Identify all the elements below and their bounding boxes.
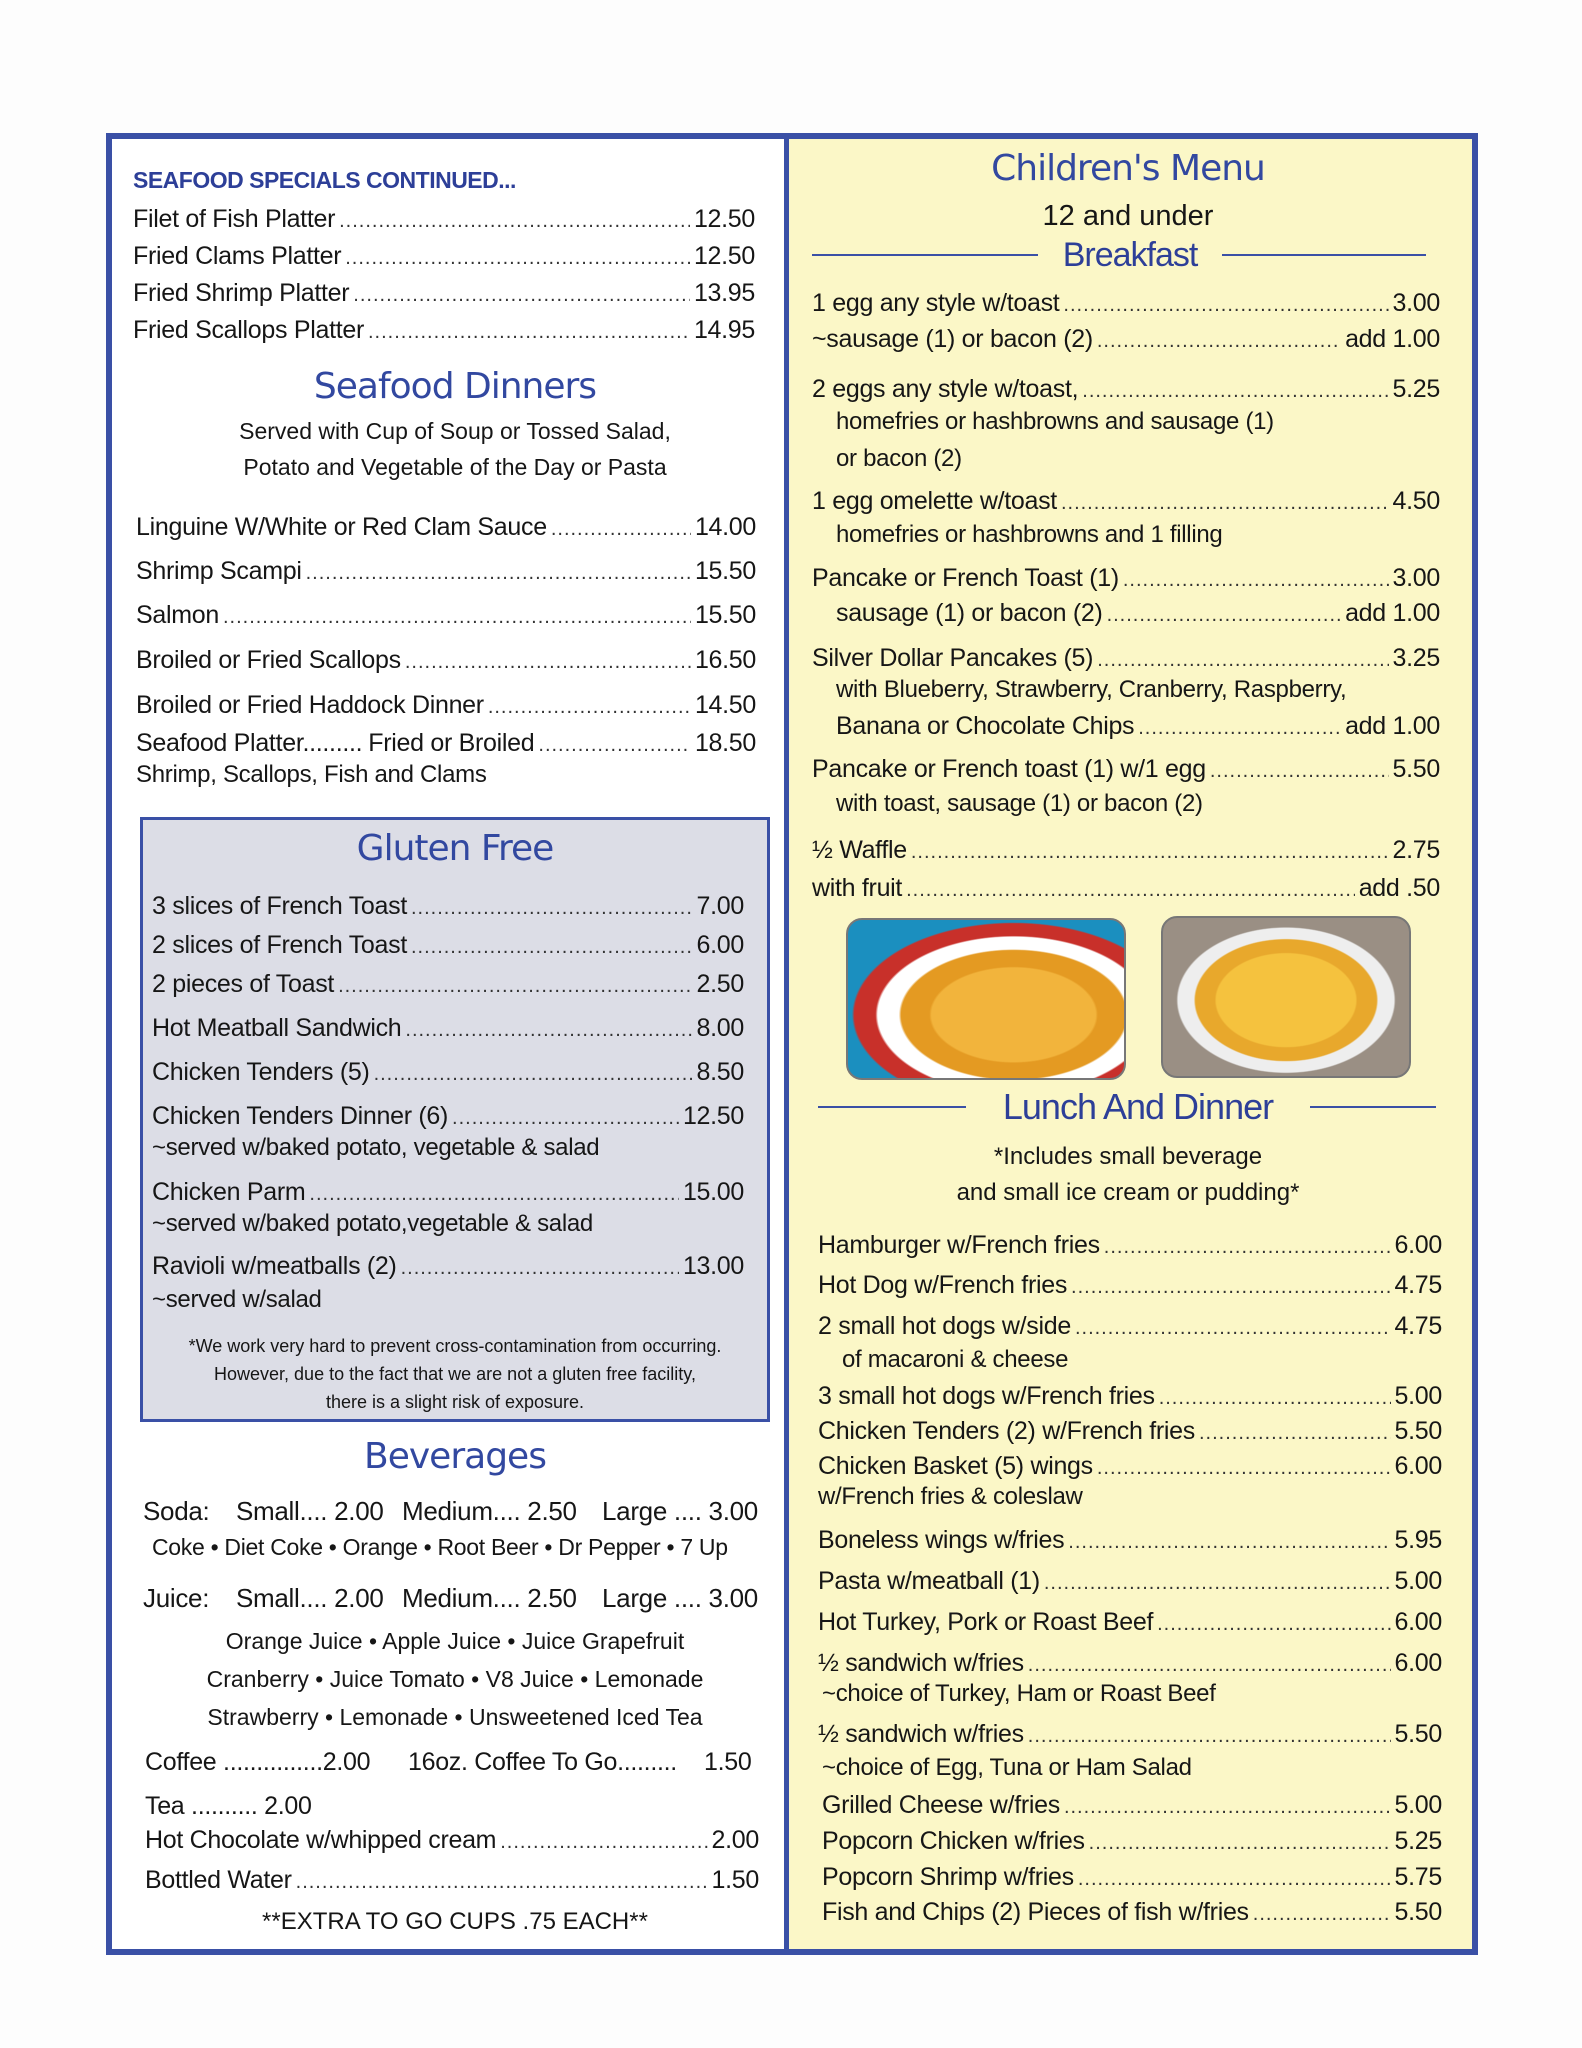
coffee-to-go: 16oz. Coffee To Go......... xyxy=(408,1748,677,1776)
menu-item: Hot Dog w/French fries ..... 4.75 xyxy=(818,1270,1442,1302)
menu-item: Grilled Cheese w/fries ..... 5.00 xyxy=(822,1790,1442,1822)
menu-item: Broiled or Fried Haddock Dinner ..... 14.50 xyxy=(136,690,756,722)
item-description: or bacon (2) xyxy=(836,445,962,472)
soda-large: Large .... 3.00 xyxy=(602,1496,758,1526)
menu-item: Fish and Chips (2) Pieces of fish w/fries ..... 5.50 xyxy=(822,1897,1442,1929)
seafood-dinners-note: Served with Cup of Soup or Tossed Salad, xyxy=(239,418,671,444)
juice-small: Small.... 2.00 xyxy=(236,1583,384,1613)
item-description: ~choice of Egg, Tuna or Ham Salad xyxy=(822,1754,1192,1781)
seafood-dinners-title: Seafood Dinners xyxy=(313,366,597,407)
menu-item: 3 slices of French Toast ..... 7.00 xyxy=(152,891,744,923)
menu-item: ½ sandwich w/fries ..... 5.50 xyxy=(818,1719,1442,1751)
fries-chicken-photo xyxy=(846,918,1126,1080)
juice-large: Large .... 3.00 xyxy=(602,1583,758,1613)
soda-list: Coke • Diet Coke • Orange • Root Beer • Dr Pepper • 7 Up xyxy=(152,1534,728,1560)
gluten-free-title: Gluten Free xyxy=(356,828,554,869)
childrens-menu-title: Children's Menu xyxy=(991,148,1265,189)
menu-item: Ravioli w/meatballs (2) ..... 13.00 xyxy=(152,1251,744,1283)
juice-list: Strawberry • Lemonade • Unsweetened Iced Tea xyxy=(207,1704,703,1730)
soda-small: Small.... 2.00 xyxy=(236,1496,384,1526)
menu-item: Chicken Basket (5) wings ..... 6.00 xyxy=(818,1451,1442,1483)
divider-line xyxy=(1222,254,1426,256)
extra-cups-note: **EXTRA TO GO CUPS .75 EACH** xyxy=(262,1908,648,1935)
item-description: with Blueberry, Strawberry, Cranberry, Raspberry, xyxy=(836,676,1347,703)
menu-item: Fried Shrimp Platter ..... 13.95 xyxy=(133,278,755,310)
seafood-specials-heading: SEAFOOD SPECIALS CONTINUED... xyxy=(133,167,516,193)
menu-item: Chicken Tenders (5) ..... 8.50 xyxy=(152,1057,744,1089)
menu-item: Hot Meatball Sandwich ..... 8.00 xyxy=(152,1013,744,1045)
soda-label: Soda: xyxy=(143,1496,210,1526)
coffee-price: Coffee ...............2.00 xyxy=(145,1748,371,1776)
menu-item: Salmon ..... 15.50 xyxy=(136,600,756,632)
menu-item: ½ sandwich w/fries ..... 6.00 xyxy=(818,1648,1442,1680)
lunch-dinner-note: *Includes small beverage xyxy=(993,1143,1263,1170)
menu-item: sausage (1) or bacon (2) ..... add 1.00 xyxy=(836,598,1440,630)
menu-item: Chicken Tenders Dinner (6) ..... 12.50 xyxy=(152,1101,744,1133)
menu-item: 2 small hot dogs w/side ..... 4.75 xyxy=(818,1311,1442,1343)
menu-item: Chicken Tenders (2) w/French fries ..... 5.50 xyxy=(818,1416,1442,1448)
divider-line xyxy=(812,254,1038,256)
menu-item: Filet of Fish Platter ..... 12.50 xyxy=(133,204,755,236)
item-description: ~choice of Turkey, Ham or Roast Beef xyxy=(822,1680,1216,1707)
seafood-platter-item: Seafood Platter......... Fried or Broiled ..... 18.50 xyxy=(136,728,756,760)
menu-item: ½ Waffle ..... 2.75 xyxy=(812,835,1440,867)
juice-list: Orange Juice • Apple Juice • Juice Grapefruit xyxy=(225,1628,685,1654)
menu-item: Hamburger w/French fries ..... 6.00 xyxy=(818,1230,1442,1262)
menu-item: Banana or Chocolate Chips ..... add 1.00 xyxy=(836,711,1440,743)
menu-item: Pancake or French Toast (1) ..... 3.00 xyxy=(812,563,1440,595)
item-description: of macaroni & cheese xyxy=(842,1346,1069,1373)
seafood-dinners-note: Potato and Vegetable of the Day or Pasta xyxy=(243,454,667,480)
mac-and-cheese-photo xyxy=(1161,916,1411,1078)
menu-item: 3 small hot dogs w/French fries ..... 5.00 xyxy=(818,1381,1442,1413)
item-description: ~served w/salad xyxy=(152,1286,322,1313)
tea-price: Tea .......... 2.00 xyxy=(145,1792,312,1820)
menu-item: Bottled Water ..... 1.50 xyxy=(145,1865,759,1897)
menu-item: 2 slices of French Toast ..... 6.00 xyxy=(152,930,744,962)
menu-item: Pancake or French toast (1) w/1 egg ..... 5.50 xyxy=(812,754,1440,786)
menu-item: Boneless wings w/fries ..... 5.95 xyxy=(818,1525,1442,1557)
soda-medium: Medium.... 2.50 xyxy=(402,1496,577,1526)
menu-item: 1 egg any style w/toast ..... 3.00 xyxy=(812,288,1440,320)
gluten-disclaimer: there is a slight risk of exposure. xyxy=(325,1392,585,1412)
menu-item: Shrimp Scampi ..... 15.50 xyxy=(136,556,756,588)
item-description: ~served w/baked potato, vegetable & salad xyxy=(152,1134,600,1161)
menu-item: Hot Turkey, Pork or Roast Beef ..... 6.00 xyxy=(818,1607,1442,1639)
item-description: with toast, sausage (1) or bacon (2) xyxy=(836,790,1203,817)
menu-item: Broiled or Fried Scallops ..... 16.50 xyxy=(136,645,756,677)
divider-line xyxy=(818,1106,966,1108)
menu-item: Linguine W/White or Red Clam Sauce ..... 14.00 xyxy=(136,512,756,544)
juice-medium: Medium.... 2.50 xyxy=(402,1583,577,1613)
menu-item: Hot Chocolate w/whipped cream ..... 2.00 xyxy=(145,1825,759,1857)
divider-line xyxy=(1310,1106,1436,1108)
coffee-to-go-price: 1.50 xyxy=(704,1748,752,1776)
menu-item: with fruit ..... add .50 xyxy=(812,873,1440,905)
lunch-dinner-title: Lunch And Dinner xyxy=(1002,1086,1274,1127)
juice-label: Juice: xyxy=(143,1583,210,1613)
seafood-platter-description: Shrimp, Scallops, Fish and Clams xyxy=(136,761,487,788)
menu-item: ~sausage (1) or bacon (2) ..... add 1.00 xyxy=(812,324,1440,356)
lunch-dinner-note: and small ice cream or pudding* xyxy=(956,1179,1300,1206)
menu-item: Silver Dollar Pancakes (5) ..... 3.25 xyxy=(812,643,1440,675)
beverages-title: Beverages xyxy=(364,1436,546,1477)
item-description: homefries or hashbrowns and 1 filling xyxy=(836,521,1223,548)
breakfast-title: Breakfast xyxy=(1062,236,1198,274)
gluten-disclaimer: However, due to the fact that we are not a gluten free facility, xyxy=(214,1364,696,1384)
gluten-disclaimer: *We work very hard to prevent cross-contamination from occurring. xyxy=(188,1336,722,1356)
item-description: homefries or hashbrowns and sausage (1) xyxy=(836,408,1274,435)
menu-item: 1 egg omelette w/toast ..... 4.50 xyxy=(812,486,1440,518)
menu-item: Chicken Parm ..... 15.00 xyxy=(152,1177,744,1209)
menu-item: Pasta w/meatball (1) ..... 5.00 xyxy=(818,1566,1442,1598)
item-description: w/French fries & coleslaw xyxy=(818,1483,1083,1510)
menu-item: Fried Scallops Platter ..... 14.95 xyxy=(133,315,755,347)
menu-item: 2 eggs any style w/toast, ..... 5.25 xyxy=(812,374,1440,406)
menu-item: 2 pieces of Toast ..... 2.50 xyxy=(152,969,744,1001)
juice-list: Cranberry • Juice Tomato • V8 Juice • Lemonade xyxy=(206,1666,704,1692)
menu-item: Popcorn Chicken w/fries ..... 5.25 xyxy=(822,1826,1442,1858)
menu-item: Popcorn Shrimp w/fries ..... 5.75 xyxy=(822,1862,1442,1894)
childrens-menu-subtitle: 12 and under xyxy=(1042,200,1214,232)
menu-item: Fried Clams Platter ..... 12.50 xyxy=(133,241,755,273)
item-description: ~served w/baked potato,vegetable & salad xyxy=(152,1210,593,1237)
